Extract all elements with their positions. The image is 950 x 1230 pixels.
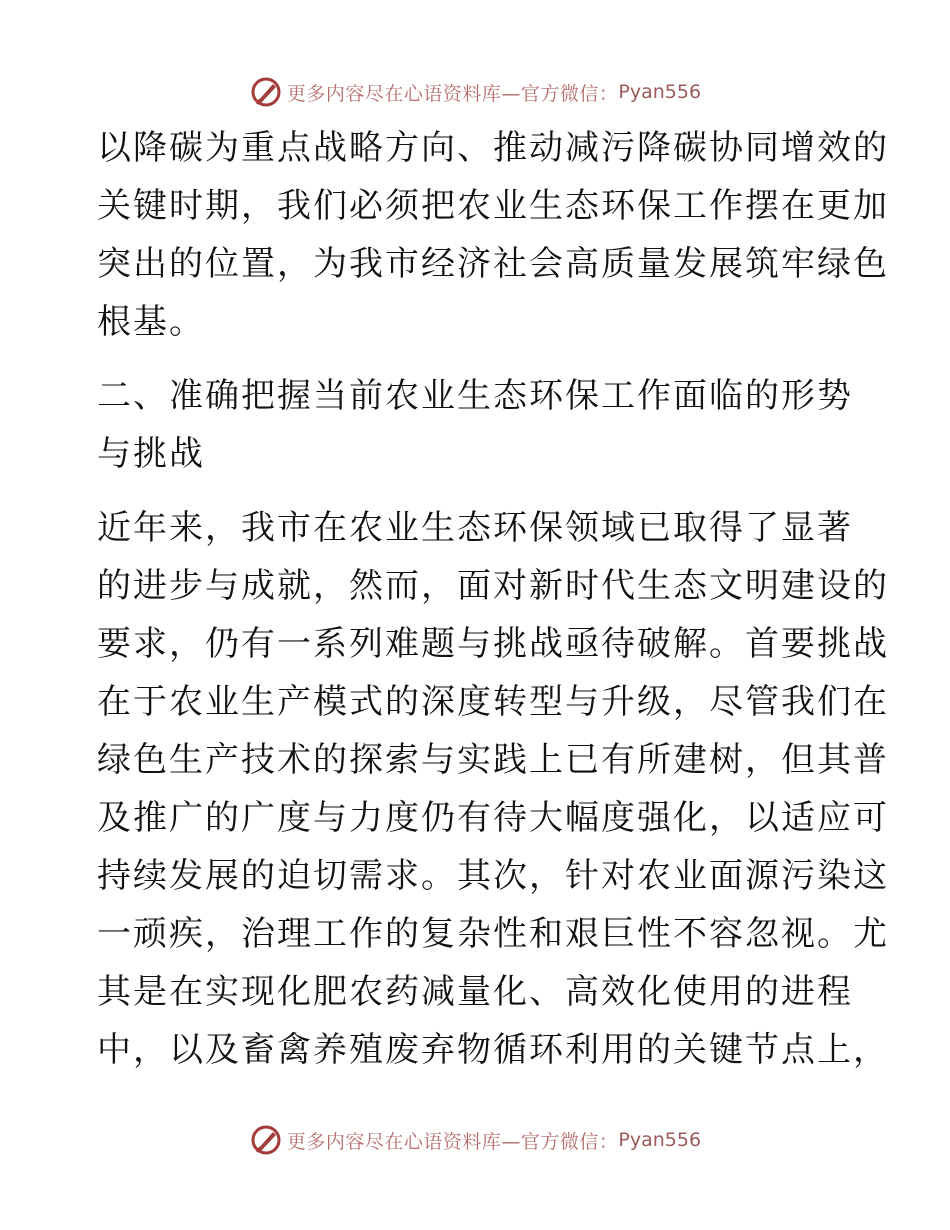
body-line-5: 近年来，我市在农业生态环保领域已取得了显著: [97, 508, 853, 548]
body-line-7: 要求，仍有一系列难题与挑战亟待破解。首要挑战: [97, 624, 889, 664]
section-heading-line-2: 与挑战: [97, 434, 205, 474]
body-line-9: 绿色生产技术的探索与实践上已有所建树，但其普: [97, 740, 889, 780]
body-line-13: 其是在实现化肥农药减量化、高效化使用的进程: [97, 972, 853, 1012]
quill-logo-icon: [249, 75, 283, 109]
body-line-4: 根基。: [97, 302, 205, 342]
watermark-wechat-id: Pyan556: [618, 81, 702, 103]
header-watermark: [0, 72, 950, 112]
watermark-site-text: 更多内容尽在心语资料库—官方微信：: [286, 1130, 619, 1153]
body-line-3: 突出的位置，为我市经济社会高质量发展筑牢绿色: [97, 244, 889, 284]
body-line-8: 在于农业生产模式的深度转型与升级，尽管我们在: [97, 682, 889, 722]
body-line-11: 持续发展的迫切需求。其次，针对农业面源污染这: [97, 856, 889, 896]
section-heading-line-1: 二、准确把握当前农业生态环保工作面临的形势: [97, 376, 853, 416]
quill-logo-icon: [249, 1123, 283, 1157]
body-line-14: 中，以及畜禽养殖废弃物循环利用的关键节点上，: [97, 1030, 889, 1070]
watermark-site-text: 更多内容尽在心语资料库—官方微信：: [286, 82, 619, 105]
body-line-2: 关键时期，我们必须把农业生态环保工作摆在更加: [97, 186, 889, 226]
watermark-wechat-id: Pyan556: [618, 1129, 702, 1151]
body-line-10: 及推广的广度与力度仍有待大幅度强化，以适应可: [97, 798, 889, 838]
body-line-12: 一顽疾，治理工作的复杂性和艰巨性不容忽视。尤: [97, 914, 889, 954]
body-line-6: 的进步与成就，然而，面对新时代生态文明建设的: [97, 566, 889, 606]
body-line-1: 以降碳为重点战略方向、推动减污降碳协同增效的: [97, 128, 889, 168]
footer-watermark: [0, 1120, 950, 1160]
